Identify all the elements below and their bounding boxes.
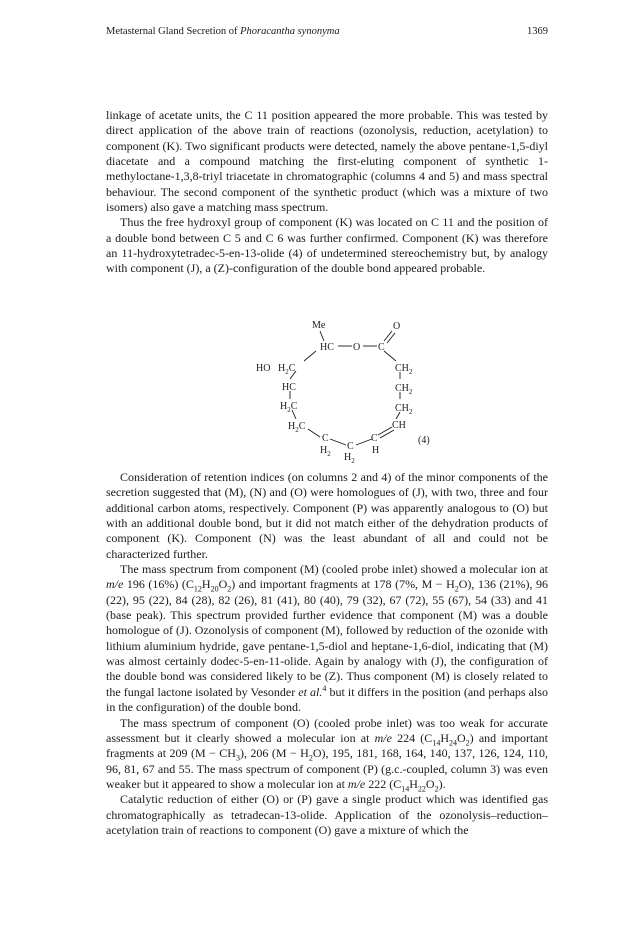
label-h2-b2: $H_2$: [344, 452, 355, 465]
bond-c-ch-2: [380, 430, 394, 438]
label-c-b3: C: [371, 433, 378, 444]
label-o-ring: O: [353, 342, 361, 353]
label-c-carbonyl: C: [378, 342, 385, 353]
text-block-top: [106, 108, 548, 277]
label-h2-b1: $H_2$: [320, 445, 331, 458]
bond-c-ch-1: [378, 427, 392, 435]
label-c-b1: C: [322, 433, 329, 444]
paragraph-3: Consideration of retention indices (on columns 2 and 4) of the minor components of the secretion suggested that (M), (N) and (O) were homologues of (J), with two, three and four additional carbon atoms, respectively. Component (P) was apparently analogous to (O) but with an additional double bond, but it did not match either of the dehydration products of component (K). Component (N) was the least abundant of all and could not be characterized further.: [106, 470, 548, 561]
label-me: Me: [312, 320, 326, 331]
label-ch2-1: $CH_2$: [395, 363, 413, 376]
text-block-bottom: [106, 470, 548, 838]
structure-drawing: [250, 315, 480, 465]
label-ch: CH: [392, 420, 406, 431]
running-header: [106, 26, 548, 37]
label-o-carbonyl: O: [393, 321, 401, 332]
running-title: Metasternal Gland Secretion of Phoracantha synonyma: [106, 26, 340, 37]
paragraph-6: Catalytic reduction of either (O) or (P) gave a single product which was identified gas chromatographically as tetradecan-13-olide. Application of the ozonolysis–reduction–acetylation train of reactions to component (O) gave a mixture of which the: [106, 792, 548, 837]
bond-co-2: [387, 333, 395, 343]
bond-c-c: [330, 439, 346, 445]
page-number: 1369: [527, 26, 548, 37]
paragraph-2: Thus the free hydroxyl group of component (K) was located on C 11 and the position of a double bond between C 5 and C 6 was further confirmed. Component (K) was therefore an 11-hydroxytetradec-5-en-13-olide (4) of undetermined stereochemistry but, by analogy with component (J), a (Z)-configuration of the double bond appeared probable.: [106, 215, 548, 276]
label-h2c-2: $H_2C$: [280, 401, 298, 414]
label-c-b2: C: [347, 441, 354, 452]
label-h2c-3: $H_2C$: [288, 421, 306, 434]
bond-c-c2: [356, 439, 372, 445]
label-ho: HO: [256, 363, 271, 374]
label-ch2-3: $CH_2$: [395, 403, 413, 416]
chemical-structure-4: [250, 315, 480, 465]
bond-c-ch2: [384, 351, 396, 361]
label-h2c-1: $H_2C$: [278, 363, 296, 376]
label-ch2-2: $CH_2$: [395, 383, 413, 396]
paragraph-1: linkage of acetate units, the C 11 position appeared the more probable. This was tested by direct application of the above train of reactions (ozonolysis, reduction, acetylation) to component (K). Two significant products were detected, namely the above pentane-1,5-diyl diacetate and a compound matching the first-eluting component of synthetic 1-methyloctane-1,3,8-triyl triacetate in chromatographic (columns 4 and 5) and mass spectral behaviour. The second component of the synthetic product (which was a mixture of two isomers) also gave a matching mass spectrum.: [106, 108, 548, 215]
bond-hc-h2c: [304, 351, 316, 361]
label-h-b3: H: [372, 445, 380, 456]
paragraph-4: The mass spectrum from component (M) (cooled probe inlet) showed a molecular ion at m/e 196 (16%) $(C_{12}H_{20}O_2)$ and important fragments at 178 (7%, $M - H_2O$), 136 (21%), 96 (22), 95 (22), 84 (28), 82 (26), 81 (41), 80 (40), 79 (32), 67 (72), 55 (67), 54 (33) and 41 (base peak). This spectrum provided further evidence that component (M) was a double homologue of (J). Ozonolysis of component (M), followed by reduction of the ozonide with lithium aluminium hydride, gave pentane-1,5-diol and heptane-1,6-diol, indicating that (M) was almost certainly dodec-5-en-11-olide. Again by analogy with (J), the configuration of the double bond was considered likely to be (Z). Thus component (M) is closely related to the fungal lactone isolated by Vesonder et al.$^4$ but it differs in the position (and perhaps also in the configuration) of the double bond.: [106, 562, 549, 715]
label-hc-mid: HC: [282, 382, 296, 393]
bond-co-1: [384, 331, 392, 341]
label-hc-top: HC: [320, 342, 334, 353]
bond-me: [320, 331, 324, 341]
paragraph-5: The mass spectrum of component (O) (cooled probe inlet) was too weak for accurate assessment but it clearly showed a molecular ion at m/e 224 $(C_{14}H_{24}O_2)$ and important fragments at 209 $(M - CH_3)$, 206 $(M - H_2O)$, 195, 181, 168, 164, 140, 137, 126, 124, 110, 96, 81, 67 and 55. The mass spectrum of component (P) (g.c.-coupled, column 3) was even weaker but it appeared to show a molecular ion at m/e 222 $(C_{14}H_{22}O_2)$.: [106, 715, 549, 794]
compound-number: (4): [418, 435, 430, 446]
bond-h2c3-c: [308, 429, 320, 437]
